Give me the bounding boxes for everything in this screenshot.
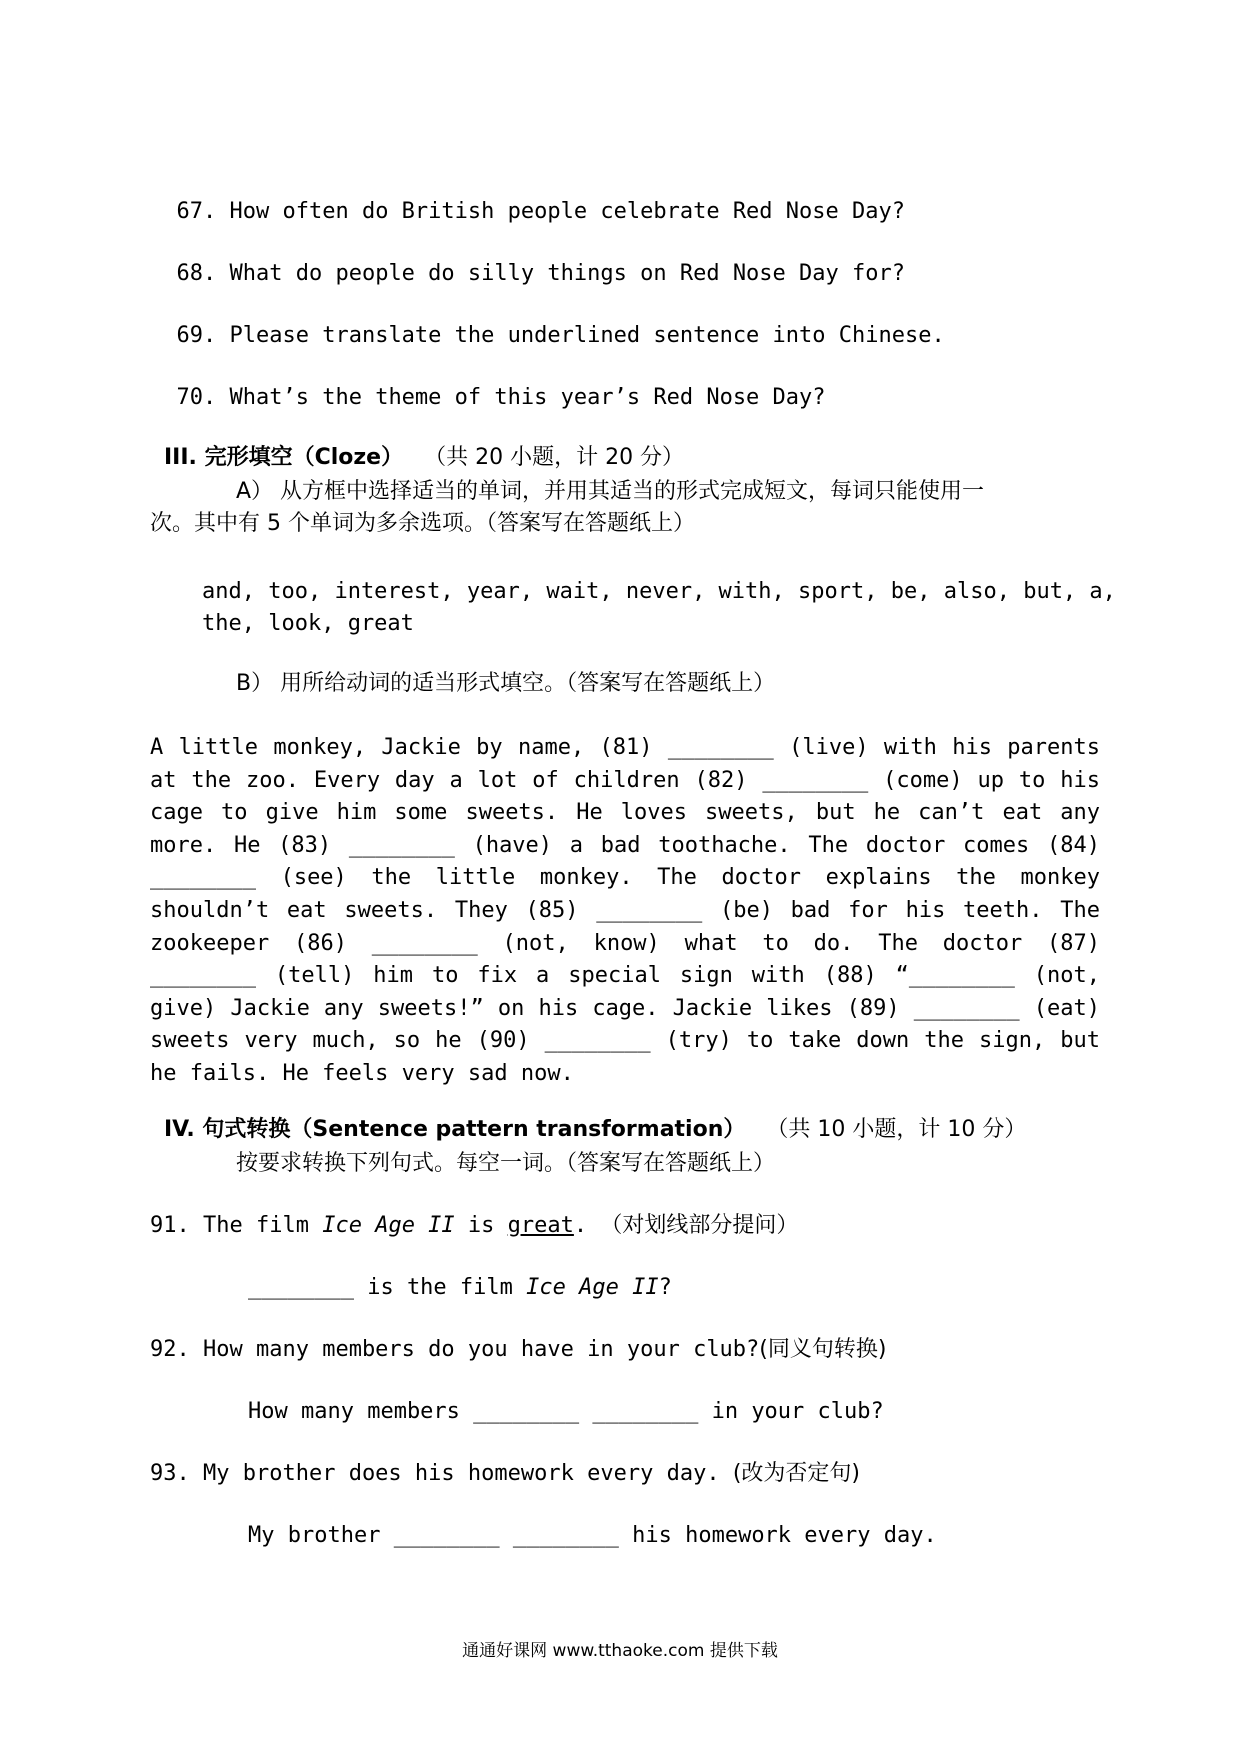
question-70: 70. What’s the theme of this year’s Red Nose Day? [176, 385, 826, 410]
word-box-line2: the, look, great [202, 611, 414, 636]
part-a-instruction-line1: A） 从方框中选择适当的单词，并用其适当的形式完成短文，每词只能使用一 [236, 479, 985, 504]
question-67: 67. How often do British people celebrate Red Nose Day? [176, 199, 906, 224]
part-a-instruction-line2: 次。其中有 5 个单词为多余选项。（答案写在答题纸上） [150, 511, 695, 536]
question-93: 93. My brother does his homework every day. (改为否定句) [150, 1461, 860, 1486]
question-92: 92. How many members do you have in your club?(同义句转换) [150, 1337, 887, 1362]
answer-93: My brother ________ ________ his homework every day. [248, 1523, 937, 1548]
section-3-heading: III. 完形填空（Cloze） （共 20 小题，计 20 分） [164, 445, 685, 470]
word-box-line1: and, too, interest, year, wait, never, with, sport, be, also, but, a, [202, 579, 1116, 604]
part-b-instruction: B） 用所给动词的适当形式填空。（答案写在答题纸上） [236, 671, 776, 696]
question-69: 69. Please translate the underlined sentence into Chinese. [176, 323, 945, 348]
cloze-passage: A little monkey, Jackie by name, (81) ________ (live) with his parents at the zoo. Every day a lot of children (82) ________ (come) up to his cage to give him some sweets. He loves sweets, but he can’t eat any more. He (83) ________ (have) a bad toothache. The doctor comes (84) ________ (see) the little monkey. The doctor explains the monkey shouldn’t eat sweets. They (85) ________ (be) bad for his teeth. The zookeeper (86) ________ (not, know) what to do. The doctor (87) ________ (tell) him to fix a special sign with (88) “________ (not, give) Jackie any sweets!” on his cage. Jackie likes (89) ________ (eat) sweets very much, so he (90) ________ (try) to take down the sign, but he fails. He feels very sad now. [150, 735, 1100, 1086]
footer-source: 通通好课网 www.tthaoke.com 提供下载 [462, 1641, 778, 1661]
answer-92: How many members ________ ________ in your club? [248, 1399, 884, 1424]
answer-91: ________ is the film Ice Age II? [248, 1275, 672, 1300]
section-4-heading: IV. 句式转换（Sentence pattern transformation） （共 10 小题，计 10 分） [164, 1117, 1027, 1142]
question-91: 91. The film Ice Age II is great. （对划线部分提问） [150, 1213, 799, 1238]
section-4-instruction: 按要求转换下列句式。每空一词。（答案写在答题纸上） [236, 1151, 776, 1176]
question-68: 68. What do people do silly things on Red Nose Day for? [176, 261, 906, 286]
